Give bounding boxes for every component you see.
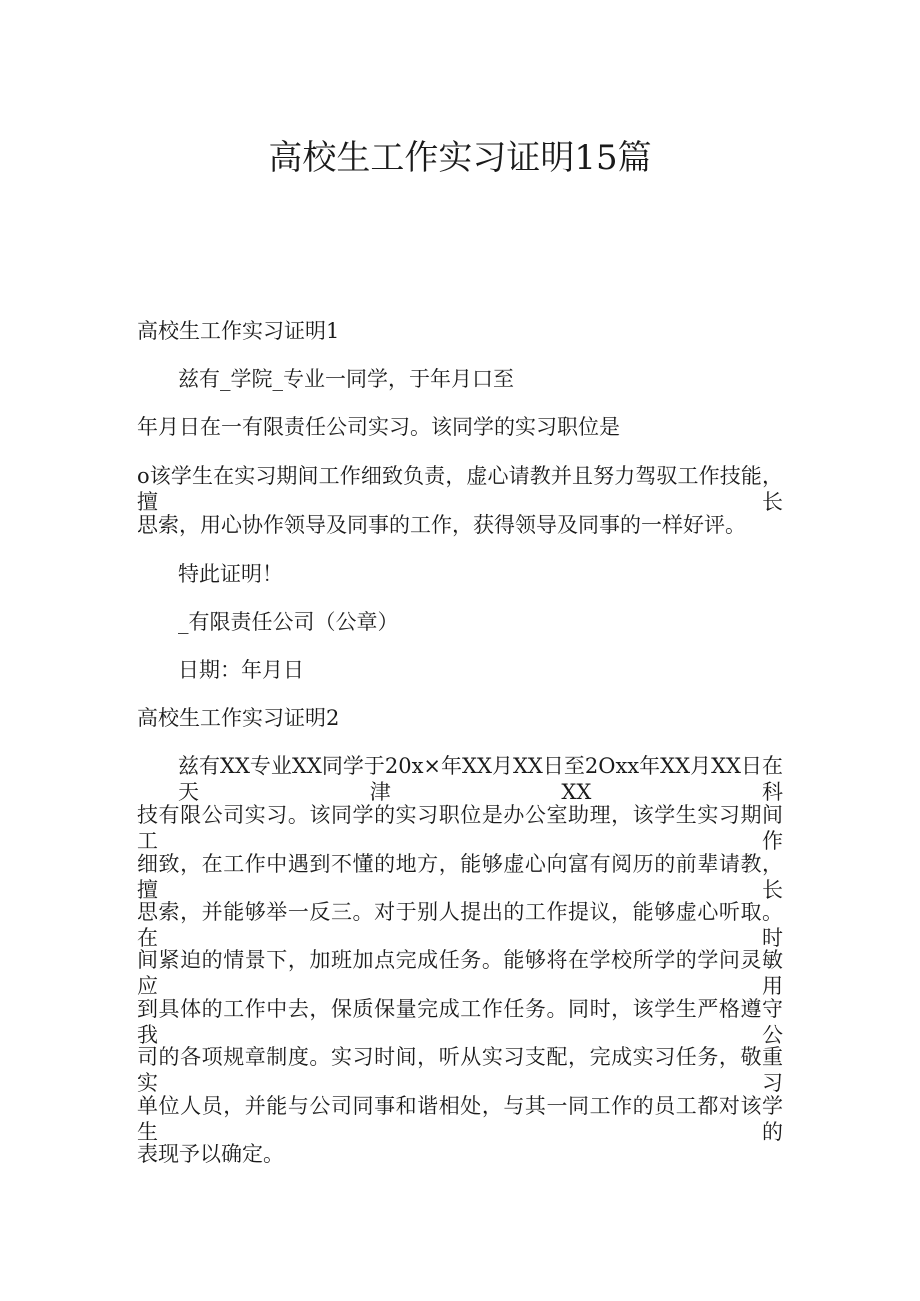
company-seal-line: _有限责任公司（公章）: [178, 610, 399, 634]
paragraph-line: 思索，并能够举一反三。对于别人提出的工作提议，能够虚心听取。在时: [137, 900, 783, 950]
section-heading-2: 高校生工作实习证明2: [137, 706, 340, 730]
paragraph-line: 司的各项规章制度。实习时间，听从实习支配，完成实习任务，敬重实习: [137, 1045, 783, 1095]
paragraph-line: 间紧迫的情景下，加班加点完成任务。能够将在学校所学的学问灵敏应用: [137, 948, 783, 998]
paragraph-line: o该学生在实习期间工作细致负责，虚心请教并且努力驾驭工作技能，擅长: [137, 464, 783, 514]
paragraph-line: 兹有XX专业XX同学于20x×年XX月XX日至2Oxx年XX月XX日在天津XX科: [178, 754, 783, 804]
paragraph-line: 表现予以确定。: [137, 1142, 284, 1166]
section-heading-1: 高校生工作实习证明1: [137, 319, 340, 343]
paragraph-line: 单位人员，并能与公司同事和谐相处，与其一同工作的员工都对该学生的: [137, 1094, 783, 1144]
paragraph-line: 细致，在工作中遇到不懂的地方，能够虚心向富有阅历的前辈请教，擅长: [137, 852, 783, 902]
paragraph-line: 思索，用心协作领导及同事的工作，获得领导及同事的一样好评。: [137, 513, 746, 537]
paragraph-line: 兹有_学院_专业一同学，于年月口至: [178, 367, 514, 391]
paragraph-line: 年月日在一有限责任公司实习。该同学的实习职位是: [137, 415, 620, 439]
date-line: 日期：年月日: [178, 658, 304, 682]
closing-statement: 特此证明！: [178, 562, 283, 586]
paragraph-line: 技有限公司实习。该同学的实习职位是办公室助理，该学生实习期间工作: [137, 803, 783, 853]
document-title: 高校生工作实习证明15篇: [268, 138, 652, 178]
paragraph-line: 到具体的工作中去，保质保量完成工作任务。同时，该学生严格遵守我公: [137, 997, 783, 1047]
